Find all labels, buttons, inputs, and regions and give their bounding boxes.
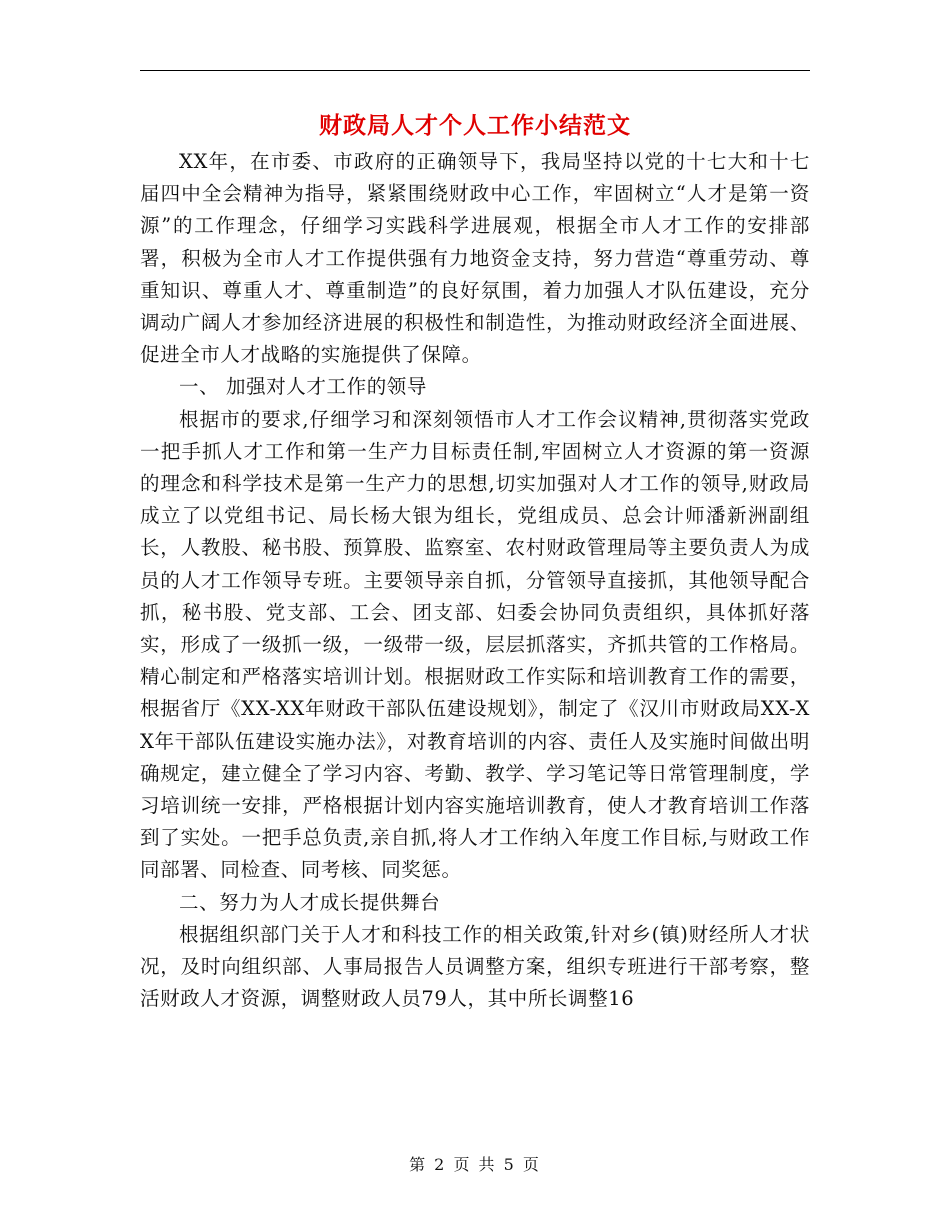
header-rule xyxy=(140,70,810,71)
paragraph-section-2: 根据组织部门关于人才和科技工作的相关政策,针对乡(镇)财经所人才状况，及时向组织部、人事局报告人员调整方案，组织专班进行干部考察，整活财政人才资源，调整财政人员79人，其中所长调整16 xyxy=(140,922,810,1011)
document-title: 财政局人才个人工作小结范文 xyxy=(319,112,631,139)
section-heading-2: 二、努力为人才成长提供舞台 xyxy=(179,890,441,914)
paragraph-intro: XX年，在市委、市政府的正确领导下，我局坚持以党的十七大和十七届四中全会精神为指导，紧紧围绕财政中心工作，牢固树立“人才是第一资源”的工作理念，仔细学习实践科学进展观，根据全市人才工作的安排部署，积极为全市人才工作提供强有力地资金支持，努力营造“尊重劳动、尊重知识、尊重人才、尊重制造”的良好氛围，着力加强人才队伍建设，充分调动广阔人才参加经济进展的积极性和制造性，为推动财政经济全面进展、促进全市人才战略的实施提供了保障。 xyxy=(140,150,810,367)
section-heading-1: 一、 加强对人才工作的领导 xyxy=(179,375,427,399)
page-number-footer: 第 2 页 共 5 页 xyxy=(409,1155,541,1174)
document-body xyxy=(140,146,810,1015)
paragraph-section-1: 根据市的要求,仔细学习和深刻领悟市人才工作会议精神,贯彻落实党政一把手抓人才工作和第一生产力目标责任制,牢固树立人才资源的第一资源的理念和科学技术是第一生产力的思想,切实加强对人才工作的领导,财政局成立了以党组书记、局长杨大银为组长，党组成员、总会计师潘新洲副组长，人教股、秘书股、预算股、监察室、农村财政管理局等主要负责人为成员的人才工作领导专班。主要领导亲自抓，分管领导直接抓，其他领导配合抓，秘书股、党支部、工会、团支部、妇委会协同负责组织，具体抓好落实，形成了一级抓一级，一级带一级，层层抓落实，齐抓共管的工作格局。精心制定和严格落实培训计划。根据财政工作实际和培训教育工作的需要，根据省厅《XX-XX年财政干部队伍建设规划》，制定了《汉川市财政局XX-XX年干部队伍建设实施办法》，对教育培训的内容、责任人及实施时间做出明确规定，建立健全了学习内容、考勤、教学、学习笔记等日常管理制度，学习培训统一安排，严格根据计划内容实施培训教育，使人才教育培训工作落到了实处。一把手总负责,亲自抓,将人才工作纳入年度工作目标,与财政工作同部署、同检查、同考核、同奖惩。 xyxy=(140,407,810,882)
